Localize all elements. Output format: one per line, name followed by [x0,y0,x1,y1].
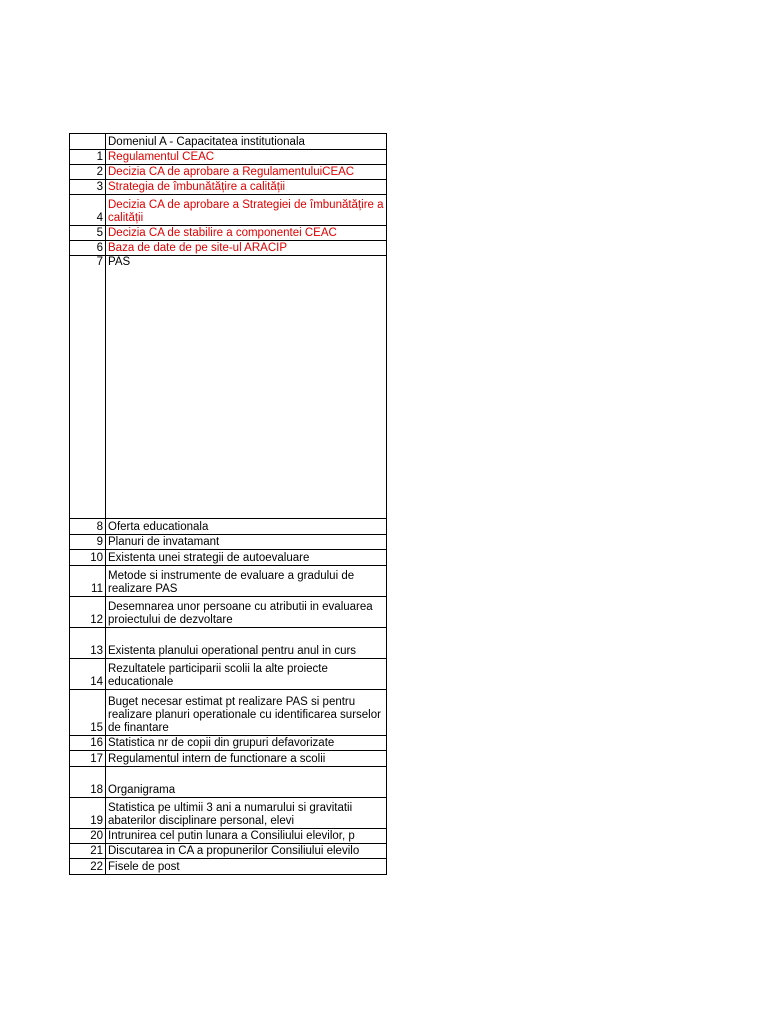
row-text-cell[interactable]: Decizia CA de aprobare a RegulamentuluiCEAC [106,165,387,180]
row-number-cell[interactable]: 8 [70,519,106,535]
row-number-cell[interactable]: 20 [70,829,106,844]
table-row [70,226,387,241]
row-number-cell[interactable]: 19 [70,798,106,829]
row-text-cell[interactable]: PAS [106,256,387,519]
row-number-cell[interactable]: 21 [70,844,106,859]
row-number-cell[interactable]: 15 [70,690,106,736]
row-number-cell[interactable]: 12 [70,597,106,628]
table-row [70,165,387,180]
row-text-cell[interactable]: Fisele de post [106,859,387,875]
row-number-cell[interactable]: 14 [70,659,106,690]
table-row [70,859,387,875]
row-number-cell[interactable]: 18 [70,767,106,798]
row-text-cell[interactable]: Rezultatele participarii scolii la alte proiecte educationale [106,659,387,690]
row-number-cell[interactable]: 11 [70,566,106,597]
row-text-cell[interactable]: Decizia CA de stabilire a componentei CEAC [106,226,387,241]
row-number-cell[interactable]: 16 [70,736,106,751]
table-row [70,241,387,256]
table-row [70,767,387,798]
table-row [70,519,387,535]
row-number-cell[interactable]: 5 [70,226,106,241]
row-text-cell[interactable]: Discutarea in CA a propunerilor Consiliului elevilo [106,844,387,859]
row-number-cell[interactable]: 9 [70,535,106,550]
row-text-cell[interactable]: Regulamentul intern de functionare a scolii [106,751,387,767]
table-row [70,566,387,597]
table-row [70,150,387,165]
table-row [70,195,387,226]
row-number-cell[interactable]: 1 [70,150,106,165]
row-text-cell[interactable]: Oferta educationala [106,519,387,535]
table-row [70,550,387,566]
table-row [70,256,387,519]
table-row [70,798,387,829]
row-text-cell[interactable]: Baza de date de pe site-ul ARACIP [106,241,387,256]
table-row [70,180,387,195]
row-number-cell[interactable]: 22 [70,859,106,875]
row-number-cell[interactable]: 13 [70,628,106,659]
header-text-cell[interactable]: Domeniul A - Capacitatea institutionala [106,134,387,150]
row-number-cell[interactable]: 3 [70,180,106,195]
row-text-cell[interactable]: Decizia CA de aprobare a Strategiei de îmbunătățire a calității [106,195,387,226]
table-row [70,736,387,751]
row-text-cell[interactable]: Metode si instrumente de evaluare a gradului de realizare PAS [106,566,387,597]
spreadsheet-table [69,133,387,875]
table-row [70,535,387,550]
row-number-cell[interactable]: 4 [70,195,106,226]
table-row [70,844,387,859]
table-row [70,659,387,690]
table-row [70,597,387,628]
row-text-cell[interactable]: Strategia de îmbunătățire a calității [106,180,387,195]
table-row [70,751,387,767]
table-row [70,690,387,736]
header-number-cell[interactable] [70,134,106,150]
row-text-cell[interactable]: Existenta unei strategii de autoevaluare [106,550,387,566]
row-text-cell[interactable]: Organigrama [106,767,387,798]
row-text-cell[interactable]: Desemnarea unor persoane cu atributii in evaluarea proiectului de dezvoltare [106,597,387,628]
row-number-cell[interactable]: 10 [70,550,106,566]
row-text-cell[interactable]: Existenta planului operational pentru anul in curs [106,628,387,659]
table-row [70,829,387,844]
row-number-cell[interactable]: 2 [70,165,106,180]
row-text-cell[interactable]: Regulamentul CEAC [106,150,387,165]
row-number-cell[interactable]: 17 [70,751,106,767]
row-text-cell[interactable]: Buget necesar estimat pt realizare PAS si pentru realizare planuri operationale cu identificarea surselor de finantare [106,690,387,736]
row-number-cell[interactable]: 6 [70,241,106,256]
header-row [70,134,387,150]
row-text-cell[interactable]: Statistica pe ultimii 3 ani a numarului si gravitatii abaterilor disciplinare personal, elevi [106,798,387,829]
table-row [70,628,387,659]
row-text-cell[interactable]: Planuri de invatamant [106,535,387,550]
row-text-cell[interactable]: Statistica nr de copii din grupuri defavorizate [106,736,387,751]
row-text-cell[interactable]: Intrunirea cel putin lunara a Consiliului elevilor, p [106,829,387,844]
row-number-cell[interactable]: 7 [70,256,106,519]
